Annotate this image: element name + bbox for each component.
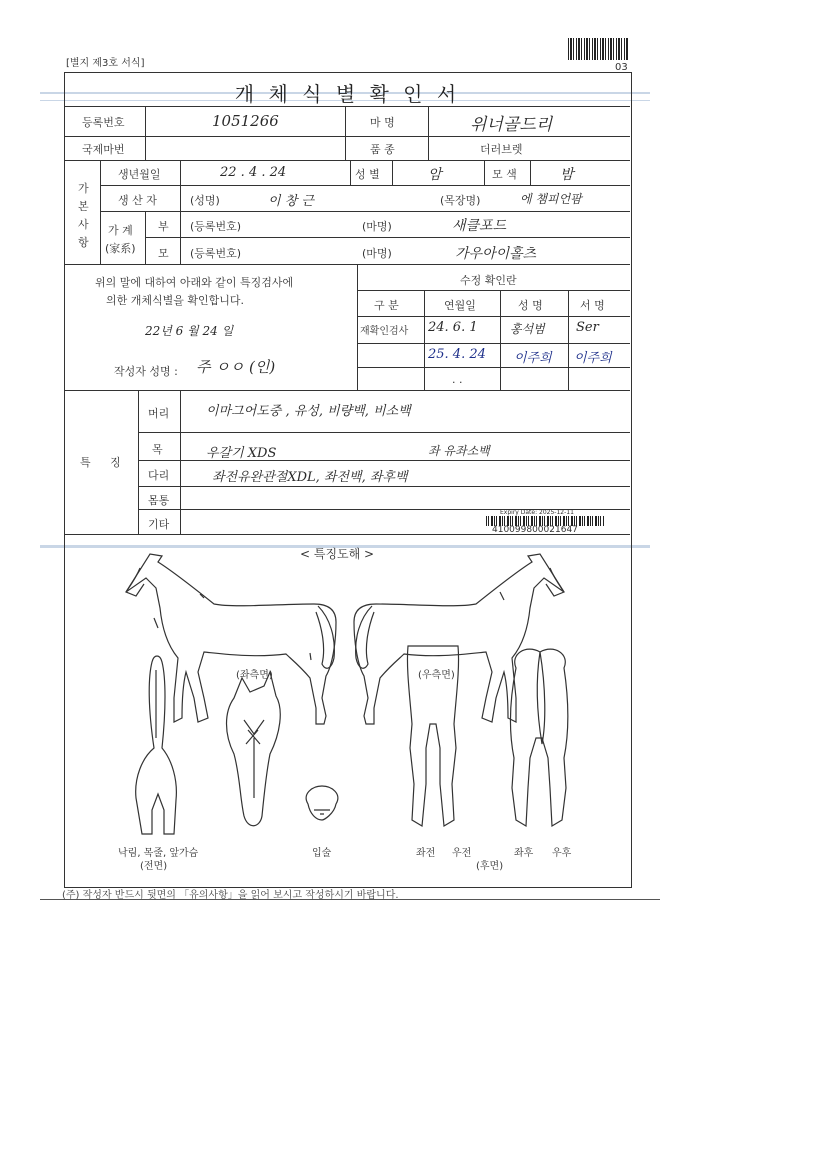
author-signature: 주 ㅇㅇ (인) [196, 358, 276, 376]
rear-right-caption: 우후 [552, 848, 572, 859]
color-value: 밤 [560, 167, 574, 183]
revision-row-1-sign: Ser [576, 320, 599, 335]
revision-title: 수정 확인란 [460, 274, 517, 287]
color-label: 모 색 [492, 168, 517, 181]
feature-label-neck: 목 [152, 443, 163, 456]
features-section-label: 특 징 [80, 456, 129, 469]
farm-name: 에 챔피언팜 [520, 192, 582, 206]
birth-label: 생년월일 [118, 168, 161, 181]
international-label: 국제마번 [82, 143, 125, 156]
page-title: 개 체 식 별 확 인 서 [234, 82, 461, 106]
producer-name: 이 창 근 [268, 194, 314, 209]
front-caption: 낙림, 목줄, 앞가슴 [118, 848, 199, 859]
feature-value-head: 이마그어도중 , 유성, 비량백, 비소백 [206, 404, 411, 419]
revision-header-type: 구 분 [374, 299, 399, 312]
sex-value: 암 [428, 167, 442, 183]
sire-name: 새클포드 [452, 218, 507, 234]
revision-row-3-date: . . [452, 373, 463, 386]
feature-label-etc: 기타 [148, 518, 170, 531]
breed-label: 품 종 [370, 143, 395, 156]
confirm-text-1: 위의 말에 대하여 아래와 같이 특징검사에 [95, 276, 294, 289]
left-side-label: (좌측면) [236, 670, 273, 681]
family-label: 가 계 [108, 224, 133, 237]
sex-label: 성 별 [355, 168, 380, 181]
top-barcode [568, 38, 628, 60]
registration-value: 1051266 [212, 112, 279, 130]
revision-row-2-sign: 이주희 [574, 351, 612, 366]
revision-header-name: 성 명 [518, 299, 543, 312]
feature-label-head: 머리 [148, 407, 170, 420]
revision-header-sign: 서 명 [580, 299, 605, 312]
birth-value: 22 . 4 . 24 [220, 165, 287, 180]
horse-right-side-figure [354, 554, 564, 724]
sire-reg-label: (등록번호) [190, 220, 242, 233]
producer-name-label: (성명) [190, 194, 220, 207]
producer-label: 생 산 자 [118, 194, 157, 207]
horse-name-label: 마 명 [370, 116, 395, 129]
muzzle-caption: 입술 [312, 848, 332, 859]
feature-extra-neck: 좌 유좌소백 [428, 444, 490, 458]
rear-sub-caption: (후면) [476, 861, 504, 872]
sire-label: 부 [158, 220, 169, 233]
author-label: 작성자 성명 : [114, 365, 178, 378]
breed-value: 더러브렛 [480, 143, 523, 156]
horse-rear-figure [511, 649, 568, 826]
revision-row-1-date: 24. 6. 1 [428, 320, 478, 335]
basic-section-label-2: 본 [78, 200, 89, 213]
family-hanja: (家系) [105, 242, 136, 255]
basic-section-label-1: 가 [78, 182, 89, 195]
expiry-date: Expiry Date: 2025-12-11 [500, 509, 574, 516]
dam-name-label: (마명) [362, 247, 392, 260]
revision-row-1-type: 재확인검사 [360, 326, 409, 337]
front-right-caption: 우전 [452, 848, 472, 859]
revision-row-1-name: 홍석범 [510, 322, 545, 336]
revision-row-2-date: 25. 4. 24 [428, 347, 486, 362]
revision-row-2-name: 이주희 [514, 351, 552, 366]
basic-section-label-3: 사 [78, 218, 89, 231]
registration-label: 등록번호 [82, 116, 125, 129]
horse-diagram [64, 548, 630, 878]
dam-name: 가우아이홀츠 [455, 246, 537, 262]
feature-label-leg: 다리 [148, 469, 170, 482]
right-side-label: (우측면) [418, 670, 455, 681]
front-sub-caption: (전면) [140, 861, 168, 872]
farm-label: (목장명) [440, 194, 481, 207]
front-left-caption: 좌전 [416, 848, 436, 859]
basic-section-label-4: 항 [78, 236, 89, 249]
sire-name-label: (마명) [362, 220, 392, 233]
feature-label-body: 몸통 [148, 494, 170, 507]
horse-front-chest-figure [136, 656, 177, 834]
footer-note: (주) 작성자 반드시 뒷면의 「유의사항」을 읽어 보시고 작성하시기 바랍니다. [62, 890, 399, 901]
revision-header-date: 연월일 [444, 299, 476, 312]
feature-value-leg: 좌전유완관절XDL, 좌전백, 좌후백 [212, 470, 408, 485]
feature-value-neck: 우갈기 XDS [206, 446, 277, 461]
confirm-text-2: 의한 개체식별을 확인합니다. [106, 294, 245, 307]
horse-muzzle-figure [306, 786, 338, 820]
horse-head-front-figure [227, 672, 281, 826]
dam-reg-label: (등록번호) [190, 247, 242, 260]
confirm-date: 22년 6 월 24 일 [145, 324, 234, 338]
diagram-title: < 특징도해 > [300, 547, 375, 561]
rear-left-caption: 좌후 [514, 848, 534, 859]
form-code: [별지 제3호 서식] [66, 58, 145, 69]
page-number: 03 [615, 62, 628, 73]
horse-name-value: 위너골드리 [470, 115, 553, 135]
barcode-number: 410099800021647 [492, 525, 578, 535]
horse-left-side-figure [126, 554, 336, 724]
dam-label: 모 [158, 247, 169, 260]
